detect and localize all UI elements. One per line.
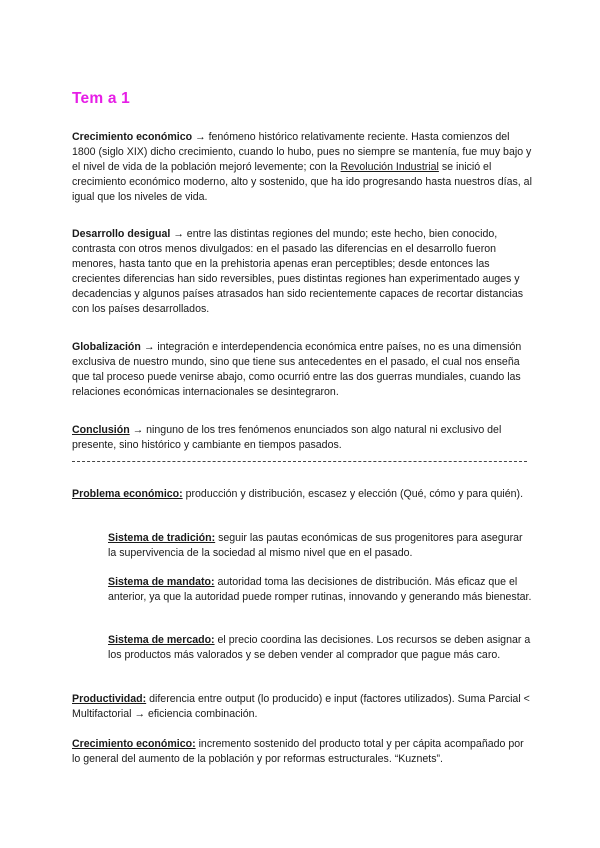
link-revolucion-industrial[interactable]: Revolución Industrial <box>340 161 439 173</box>
paragraph-conclusion <box>72 423 534 453</box>
paragraph-productividad <box>72 692 534 722</box>
term-desarrollo-desigual: Desarrollo desigual <box>72 228 171 240</box>
paragraph-text: diferencia entre output (lo producido) e input (factores utilizados). Suma Parcial < Multifactorial → eficiencia combinación. <box>72 693 530 720</box>
paragraph-desarrollo-desigual <box>72 227 534 317</box>
paragraph-problema-economico <box>72 487 534 502</box>
paragraph-crecimiento-economico-2 <box>72 737 534 767</box>
paragraph-text: → integración e interdependencia económica entre países, no es una dimensión exclusiva de nuestro mundo, sino que tiene sus antecedentes en el pasado, el cual nos enseña que tal proceso puede venirse abajo, como ocurrió entre las dos guerras mundiales, cuando las relaciones económicas internacionales se desintegraron. <box>72 341 522 398</box>
paragraph-sistema-mercado <box>108 633 533 663</box>
page-title: Tem a 1 <box>72 90 130 107</box>
paragraph-text: se inició el crecimiento económico moderno, alto y sostenido, que ha ido progresando hasta nuestros días, al igual que los niveles de vida. <box>72 161 532 203</box>
term-conclusion: Conclusión <box>72 424 130 436</box>
paragraph-text: seguir las pautas económicas de sus progenitores para asegurar la supervivencia de la sociedad al mismo nivel que en el pasado. <box>108 532 523 559</box>
paragraph-text: → entre las distintas regiones del mundo; este hecho, bien conocido, contrasta con otros menos divulgados: en el pasado las diferencias en el desarrollo fueron menores, hasta tanto que en la prehistoria apenas eran perceptibles; desde entonces las crecientes diferencias han sido reversibles, pues distintas regiones han experimentado auges y decadencias y algunos países atrasados han sido recientemente capaces de recortar distancias con los países desarrollados. <box>72 228 524 315</box>
paragraph-text: → ninguno de los tres fenómenos enunciados son algo natural ni exclusivo del presente, sino histórico y cambiante en tiempos pasados. <box>72 424 502 451</box>
term-sistema-tradicion: Sistema de tradición: <box>108 532 216 544</box>
paragraph-globalizacion <box>72 340 534 400</box>
paragraph-sistema-mandato <box>108 575 533 605</box>
term-crecimiento-economico-2: Crecimiento económico: <box>72 738 196 750</box>
paragraph-text: autoridad toma las decisiones de distribución. Más eficaz que el anterior, ya que la autoridad puede romper rutinas, innovando y generando más bienestar. <box>108 576 532 603</box>
paragraph-sistema-tradicion <box>108 531 533 561</box>
term-crecimiento-economico: Crecimiento económico <box>72 131 193 143</box>
term-sistema-mandato: Sistema de mandato: <box>108 576 215 588</box>
paragraph-text: → fenómeno histórico relativamente reciente. Hasta comienzos del 1800 (siglo XIX) dicho crecimiento, cuando lo hubo, pues no siempre se mantenía, fue muy bajo y el nivel de vida de la población mejoró levemente; con la <box>72 131 532 173</box>
paragraph-text: producción y distribución, escasez y elección (Qué, cómo y para quién). <box>182 488 524 500</box>
paragraph-text: el precio coordina las decisiones. Los recursos se deben asignar a los productos más valorados y se deben vender al comprador que pague más caro. <box>108 634 531 661</box>
term-sistema-mercado: Sistema de mercado: <box>108 634 215 646</box>
term-problema-economico: Problema económico: <box>72 488 183 500</box>
paragraph-crecimiento-economico <box>72 130 534 205</box>
term-globalizacion: Globalización <box>72 341 141 353</box>
paragraph-text: incremento sostenido del producto total y per cápita acompañado por lo general del aumento de la población y por reformas estructurales. “Kuznets”. <box>72 738 524 765</box>
section-divider <box>72 461 527 462</box>
term-productividad: Productividad: <box>72 693 147 705</box>
